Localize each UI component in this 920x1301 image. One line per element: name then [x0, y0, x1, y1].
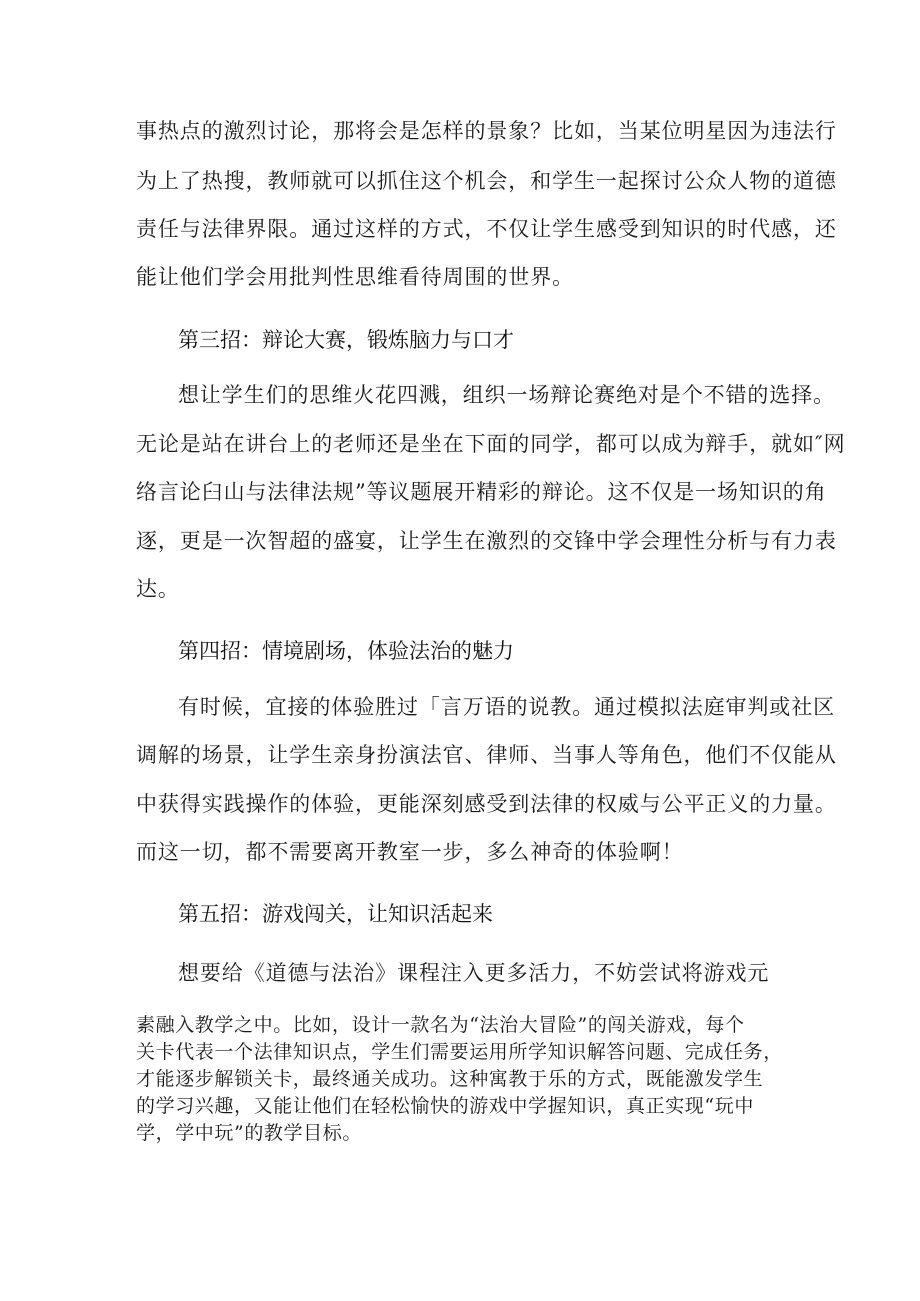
paragraph-line: 中获得实践操作的体验，更能深刻感受到法律的权威与公平正义的力量。 — [136, 792, 837, 816]
paragraph-line: 责任与法律界限。通过这样的方式，不仅让学生感受到知识的时代感，还 — [136, 217, 837, 241]
paragraph-line: 素融入教学之中。比如，设计一款名为“法治大冒险”的闯关游戏，每个 — [136, 1014, 745, 1036]
paragraph-line: 有时候，宜接的体验胜过「言万语的说教。通过模拟法庭审判或社区 — [178, 695, 835, 719]
paragraph-line: 无论是站在讲台上的老师还是坐在下面的同学，都可以成为辩手，就如″网 — [136, 432, 846, 456]
paragraph-line: 而这一切，都不需要离开教室一步，多么神奇的体验啊！ — [136, 840, 684, 864]
paragraph-line: 关卡代表一个法律知识点，学生们需要运用所学知识解答问题、完成任务， — [136, 1041, 783, 1063]
paragraph-line: 为上了热搜，教师就可以抓住这个机会，和学生一起探讨公众人物的道德 — [136, 169, 837, 193]
paragraph-line: 逐，更是一次智超的盛宴，让学生在激烈的交锋中学会理性分析与有力表 — [136, 529, 837, 553]
section-heading-4: 第四招：情境剧场，体验法治的魅力 — [178, 639, 514, 663]
section-heading-5: 第五招：游戏闯关，让知识活起来 — [178, 902, 493, 926]
paragraph-line: 想让学生们的思维火花四溅，组织一场辩论赛绝对是个不错的选择。 — [178, 383, 835, 407]
section-heading-3: 第三招：辩论大赛，锻炼脑力与口才 — [178, 328, 514, 352]
paragraph-line: 学，学中玩”的教学目标。 — [136, 1122, 362, 1144]
paragraph-line: 络言论臼山与法律法规”等议题展开精彩的辩论。这不仅是一场知识的角 — [136, 480, 827, 504]
paragraph-line: 想要给《道德与法治》课程注入更多活力，不妨尝试将游戏元 — [178, 961, 770, 985]
paragraph-line: 能让他们学会用批判性思维看待周围的世界。 — [136, 265, 574, 289]
paragraph-line: 事热点的激烈讨论，那将会是怎样的景象？比如，当某位明星因为违法行 — [136, 119, 837, 143]
paragraph-line: 调解的场景，让学生亲身扮演法官、律师、当事人等角色，他们不仅能从 — [136, 743, 837, 767]
paragraph-line: 的学习兴趣，又能让他们在轻松愉快的游戏中学握知识，真正实现“玩中 — [136, 1095, 754, 1117]
paragraph-line: 才能逐步解锁关卡，最终通关成功。这种寓教于乐的方式，既能激发学生 — [136, 1068, 764, 1090]
paragraph-line: 达。 — [136, 577, 180, 601]
